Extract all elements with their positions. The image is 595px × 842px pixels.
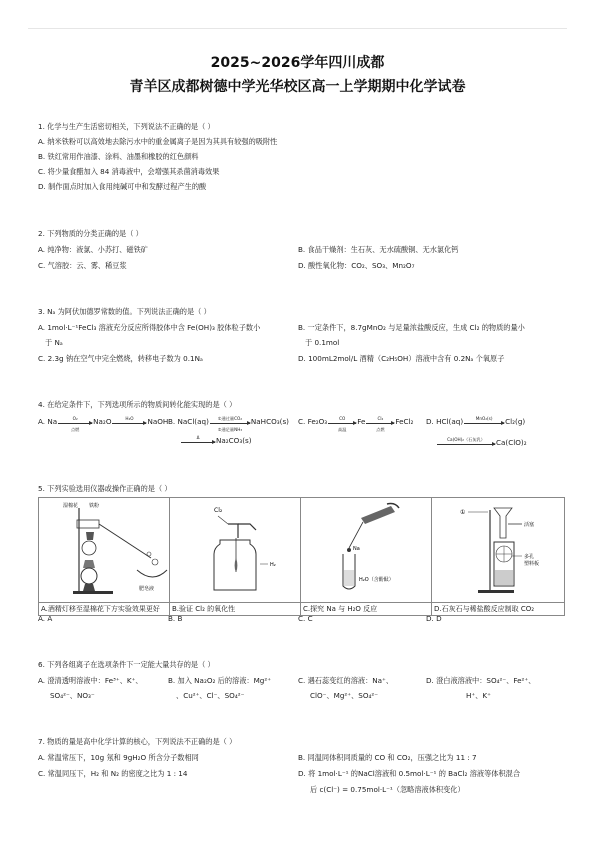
- q4-c-species1: Fe₂O₃: [307, 417, 328, 426]
- q6-stem: 6. 下列各组离子在选项条件下一定能大量共存的是（ ）: [38, 660, 215, 669]
- caption-a: A.酒精灯移至湿棉花下方实验效果更好: [39, 603, 170, 616]
- apparatus-c: [301, 498, 432, 603]
- label-cl2: Cl₂: [214, 507, 223, 514]
- q7-stem: 7. 物质的量是高中化学计算的核心，下列说法不正确的是（ ）: [38, 737, 237, 746]
- q2-option-d: [298, 261, 414, 271]
- q5-figure-table: [38, 497, 565, 616]
- q4-b-label: B.: [168, 417, 176, 426]
- reaction-arrow: [366, 416, 394, 432]
- co2-generator-apparatus-icon: [432, 498, 564, 598]
- label-h2: H₂: [270, 562, 276, 568]
- q3-stem: 3. Nₐ 为阿伏加德罗常数的值。下列说法正确的是（ ）: [38, 307, 211, 316]
- label-soap-solution: 肥皂液: [139, 586, 155, 592]
- apparatus-a: [39, 498, 170, 603]
- q5-stem: 5. 下列实验选用仪器或操作正确的是（ ）: [38, 484, 172, 493]
- reaction-arrow: [210, 416, 250, 432]
- reaction-arrow: [464, 417, 504, 427]
- q5-option-a: A. A: [38, 614, 53, 623]
- q4-option-b: [168, 416, 289, 432]
- q1-option-b: B. 铁红常用作油漆、涂料、油墨和橡胶的红色颜料: [38, 152, 199, 161]
- q7-option-b: B. 同温同体积同质量的 CO 和 CO₂，压强之比为 11 : 7: [298, 753, 477, 762]
- gas-bottle-apparatus-icon: [170, 498, 300, 598]
- q4-c-label: C.: [298, 417, 306, 426]
- sodium-water-apparatus-icon: [301, 498, 431, 598]
- q4-d-label: D.: [426, 417, 434, 426]
- label-circle-1: ①: [460, 509, 466, 516]
- q3-option-b-line2: 于 0.1mol: [305, 338, 340, 347]
- iron-steam-apparatus-icon: [39, 498, 169, 598]
- q4-a-species2: Na₂O: [93, 417, 112, 426]
- q2-option-b: B. 食品干燥剂：生石灰、无水硫酸铜、无水氯化钙: [298, 245, 459, 254]
- q1-option-a: A. 纳米铁粉可以高效地去除污水中的重金属离子是因为其具有较强的吸附性: [38, 137, 278, 146]
- q7-option-d-line1: D. 将 1mol·L⁻¹ 的NaCl溶液和 0.5mol·L⁻¹ 的 BaCl₂ 溶液等体积混合: [298, 769, 521, 778]
- q6-option-c-line1: C. 遇石蕊变红的溶液：Na⁺、: [298, 676, 394, 685]
- q7-option-a: A. 常温常压下，10g 氖和 9gH₂O 所含分子数相同: [38, 753, 199, 762]
- caption-c: C.探究 Na 与 H₂O 反应: [301, 603, 432, 616]
- exam-title-line1: 2025~2026学年四川成都: [210, 55, 385, 71]
- arrow-reagent-below: 高温: [338, 427, 347, 432]
- apparatus-d: [432, 498, 565, 603]
- arrow-reagent-above: H₂O: [125, 416, 134, 421]
- q4-option-a: [38, 416, 169, 432]
- q4-b-species3: Na₂CO₃(s): [216, 436, 252, 445]
- q6-option-d-line2: H⁺、K⁺: [466, 691, 491, 700]
- apparatus-b: [170, 498, 301, 603]
- q6-option-b-line2: 、Cu²⁺、Cl⁻、SO₄²⁻: [176, 691, 245, 700]
- q4-b-species2: NaHCO₃(s): [250, 417, 289, 426]
- q4-option-d: [426, 417, 525, 427]
- arrow-reagent-above: ①通过量CO₂: [217, 416, 242, 421]
- reaction-arrow: [328, 416, 356, 432]
- caption-b: B.验证 Cl₂ 的氧化性: [170, 603, 301, 616]
- q3-option-a-line2: 于 Nₐ: [45, 338, 63, 347]
- q4-a-species3: NaOH: [147, 417, 169, 426]
- arrow-reagent-below: 点燃: [376, 427, 385, 432]
- label-stopcock: 活塞: [524, 522, 535, 528]
- q2-option-d-label: D. 酸性氧化物：: [298, 261, 352, 270]
- label-water-phenolphthalein: H₂O（含酚酞）: [359, 577, 394, 583]
- q4-option-c: [298, 416, 414, 432]
- arrow-reagent-below: ②通足量NH₃: [217, 427, 243, 432]
- q2-option-a: A. 纯净物：液氯、小苏打、磁铁矿: [38, 245, 148, 254]
- label-plastic-plate: 塑料板: [524, 561, 540, 567]
- label-wet-cotton: 湿棉花: [63, 503, 79, 509]
- top-rule: [28, 28, 567, 29]
- arrow-reagent-above: Cl₂: [377, 416, 384, 421]
- q4-c-species3: FeCl₂: [395, 417, 414, 426]
- q5-option-b: B. B: [168, 614, 183, 623]
- q3-option-a-line1: A. 1mol·L⁻¹FeCl₃ 溶液充分反应所得胶体中含 Fe(OH)₃ 胶体粒子数小: [38, 323, 261, 332]
- q4-option-b-line2: [180, 436, 252, 446]
- q6-option-a-line2: SO₄²⁻、NO₃⁻: [50, 691, 95, 700]
- exam-title-line2: 青羊区成都树德中学光华校区高一上学期期中化学试卷: [129, 79, 466, 95]
- q6-option-a-line1: A. 澄清透明溶液中：Fe³⁺、K⁺、: [38, 676, 143, 685]
- label-porous: 多孔: [524, 554, 535, 560]
- q2-option-d-formula: CO₂、SO₃、Mn₂O₇: [351, 261, 415, 270]
- q2-option-c: C. 气溶胶：云、雾、稀豆浆: [38, 261, 127, 270]
- q4-d-species1: HCl(aq): [436, 417, 464, 426]
- q3-option-c: C. 2.3g 钠在空气中完全燃烧，转移电子数为 0.1Nₐ: [38, 354, 203, 363]
- q2-stem: 2. 下列物质的分类正确的是（ ）: [38, 229, 143, 238]
- q7-option-c: C. 常温同压下，H₂ 和 N₂ 的密度之比为 1 : 14: [38, 769, 188, 778]
- q4-option-d-line2: [436, 438, 527, 448]
- caption-d: D.石灰石与稀盐酸反应制取 CO₂: [432, 603, 565, 616]
- reaction-arrow: [181, 436, 215, 446]
- q1-option-d: D. 制作面点时加入食用纯碱可中和发酵过程产生的酸: [38, 182, 207, 191]
- q4-stem: 4. 在给定条件下，下列选项所示的物质间转化能实现的是（ ）: [38, 400, 237, 409]
- arrow-reagent-below: 点燃: [70, 427, 80, 432]
- q1-option-c: C. 将少量食醋加入 84 消毒液中，会增强其杀菌消毒效果: [38, 167, 220, 176]
- q6-option-b-line1: B. 加入 Na₂O₂ 后的溶液：Mg²⁺: [168, 676, 272, 685]
- q6-option-d-line1: D. 澄白液溶液中：SO₄²⁻、Fe²⁺、: [426, 676, 536, 685]
- q4-a-label: A.: [38, 417, 46, 426]
- q5-option-c: C. C: [298, 614, 313, 623]
- q4-b-species1: NaCl(aq): [177, 417, 209, 426]
- label-na: Na: [353, 546, 360, 552]
- reaction-arrow: [58, 416, 92, 432]
- q4-c-species2: Fe: [357, 417, 366, 426]
- q4-d-species3: Ca(ClO)₂: [496, 438, 527, 447]
- arrow-reagent-above: CO: [339, 416, 346, 421]
- q3-option-b-line1: B. 一定条件下，8.7gMnO₂ 与足量浓盐酸反应，生成 Cl₂ 的物质的量小: [298, 323, 525, 332]
- arrow-reagent-above: Ca(OH)₂（石灰乳）: [447, 437, 485, 442]
- q3-option-d: D. 100mL2mol/L 酒精（C₂H₅OH）溶液中含有 0.2Nₐ 个氧原子: [298, 354, 505, 363]
- reaction-arrow: [437, 438, 495, 448]
- label-iron-powder: 铁粉: [89, 503, 100, 509]
- arrow-reagent-above: MnO₂(s): [475, 416, 493, 421]
- arrow-reagent-above: Δ: [196, 435, 200, 440]
- arrow-reagent-above: O₂: [72, 416, 78, 421]
- q7-option-d-line2: 后 c(Cl⁻) = 0.75mol·L⁻¹（忽略溶液体积变化）: [310, 785, 465, 794]
- reaction-arrow: [112, 417, 146, 427]
- q4-a-species1: Na: [47, 417, 58, 426]
- q1-stem: 1. 化学与生产生活密切相关，下列说法不正确的是（ ）: [38, 122, 215, 131]
- q4-d-species2: Cl₂(g): [505, 417, 526, 426]
- q5-option-d: D. D: [426, 614, 442, 623]
- q6-option-c-line2: ClO⁻、Mg²⁺、SO₄²⁻: [310, 691, 379, 700]
